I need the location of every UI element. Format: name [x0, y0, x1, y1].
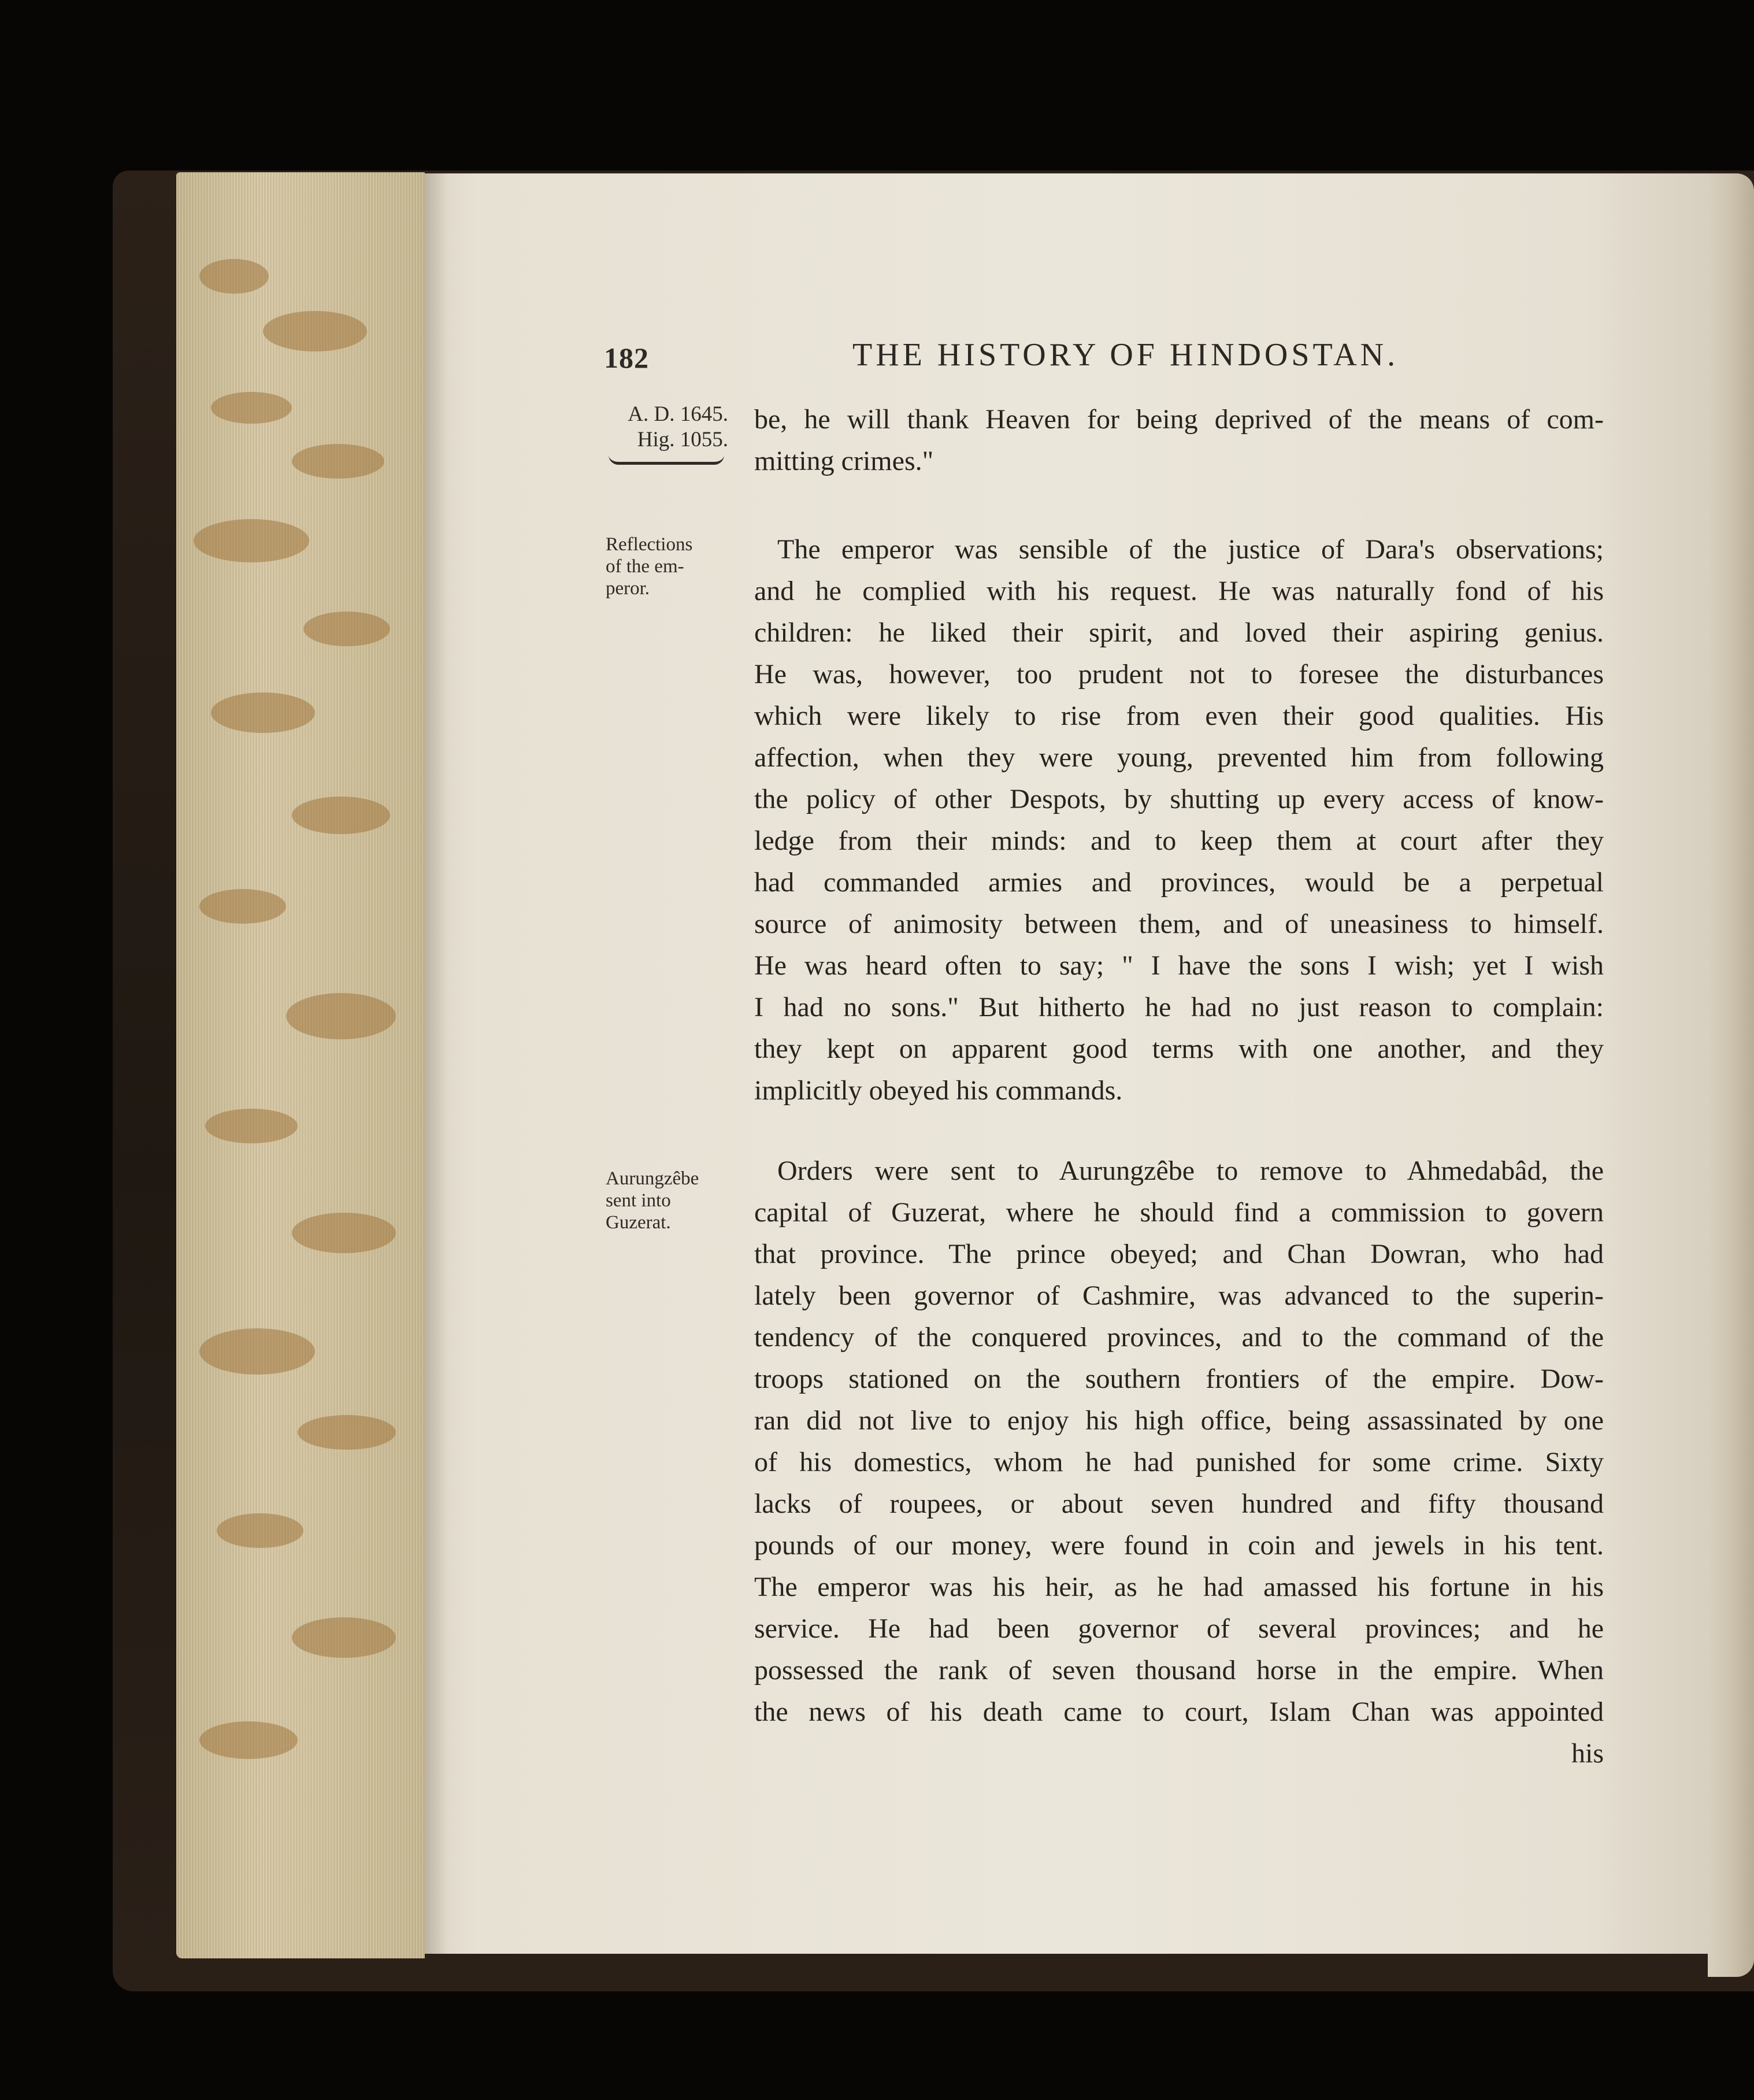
- text-line: affection, when they were young, prevented him from following: [754, 742, 1604, 773]
- margin-note-line: peror.: [606, 578, 650, 599]
- text-line: the news of his death came to court, Islam Chan was appointed: [754, 1697, 1604, 1727]
- text-line: source of animosity between them, and of uneasiness to himself.: [754, 909, 1604, 939]
- fore-edge-stain: [199, 259, 269, 294]
- margin-note-line: Aurungzêbe: [606, 1168, 699, 1189]
- fore-edge-stain: [292, 444, 384, 479]
- text-line: He was heard often to say; " I have the sons I wish; yet I wish: [754, 950, 1604, 981]
- fore-edge-stain: [286, 993, 396, 1039]
- fore-edge-stain: [205, 1109, 298, 1143]
- fore-edge-stain: [292, 1617, 396, 1658]
- text-line: the policy of other Despots, by shutting up every access of know-: [754, 784, 1604, 814]
- margin-note-line: Reflections: [606, 534, 693, 555]
- fore-edge-stain: [199, 1721, 298, 1759]
- text-line: and he complied with his request. He was naturally fond of his: [754, 576, 1604, 606]
- text-line: troops stationed on the southern frontiers of the empire. Dow-: [754, 1364, 1604, 1394]
- page-gutter-shadow: [425, 173, 448, 1954]
- text-line: ledge from their minds: and to keep them at court after they: [754, 825, 1604, 856]
- text-line: mitting crimes.": [754, 446, 934, 476]
- text-line: lately been governor of Cashmire, was advanced to the superin-: [754, 1280, 1604, 1311]
- fore-edge-stain: [303, 612, 390, 646]
- text-line: I had no sons." But hitherto he had no just reason to complain:: [754, 992, 1604, 1023]
- margin-note-line: of the em-: [606, 556, 684, 577]
- text-line: pounds of our money, were found in coin and jewels in his tent.: [754, 1530, 1604, 1561]
- text-line: children: he liked their spirit, and loved their aspiring genius.: [754, 617, 1604, 648]
- text-line: The emperor was sensible of the justice of Dara's observations;: [777, 534, 1604, 565]
- margin-date-hig: Hig. 1055.: [637, 428, 728, 451]
- fore-edge-stain: [217, 1513, 303, 1548]
- catchword: his: [1571, 1738, 1604, 1769]
- text-line: they kept on apparent good terms with one another, and they: [754, 1034, 1604, 1064]
- text-line: service. He had been governor of several provinces; and he: [754, 1613, 1604, 1644]
- fore-edge-stain: [211, 692, 315, 733]
- text-line: He was, however, too prudent not to foresee the disturbances: [754, 659, 1604, 690]
- margin-note-reflections: [606, 534, 733, 599]
- fore-edge-stain: [292, 1213, 396, 1253]
- text-line: Orders were sent to Aurungzêbe to remove to Ahmedabâd, the: [777, 1155, 1604, 1186]
- text-line: possessed the rank of seven thousand horse in the empire. When: [754, 1655, 1604, 1686]
- text-line: implicitly obeyed his commands.: [754, 1075, 1123, 1106]
- page-number: 182: [604, 342, 649, 374]
- text-line: tendency of the conquered provinces, and to the command of the: [754, 1322, 1604, 1353]
- text-line: of his domestics, whom he had punished for some crime. Sixty: [754, 1447, 1604, 1477]
- fore-edge-stain: [292, 797, 390, 834]
- margin-note-aurungzebe: [606, 1168, 733, 1234]
- fore-edge-stain: [298, 1415, 396, 1450]
- book-page: [425, 173, 1711, 1954]
- text-line: lacks of roupees, or about seven hundred and fifty thousand: [754, 1488, 1604, 1519]
- fore-edge-stain: [263, 311, 367, 351]
- text-line: The emperor was his heir, as he had amassed his fortune in his: [754, 1572, 1604, 1602]
- book-fore-edge: [176, 172, 425, 1958]
- text-line: ran did not live to enjoy his high office, being assassinated by one: [754, 1405, 1604, 1436]
- text-line: be, he will thank Heaven for being deprived of the means of com-: [754, 404, 1604, 435]
- text-line: capital of Guzerat, where he should find a commission to govern: [754, 1197, 1604, 1228]
- fore-edge-stain: [199, 1328, 315, 1375]
- margin-note-line: sent into: [606, 1190, 671, 1211]
- text-line: that province. The prince obeyed; and Chan Dowran, who had: [754, 1239, 1604, 1269]
- fore-edge-stain: [211, 392, 292, 424]
- right-page-edge: [1708, 173, 1754, 1977]
- margin-date-ad: A. D. 1645.: [628, 402, 728, 426]
- fore-edge-stain: [199, 889, 286, 924]
- paragraph-2: [754, 529, 1604, 1112]
- margin-date-note: [607, 402, 728, 453]
- running-title: THE HISTORY OF HINDOSTAN.: [852, 337, 1399, 373]
- paragraph-1: [754, 399, 1604, 482]
- margin-note-line: Guzerat.: [606, 1212, 671, 1233]
- text-line: had commanded armies and provinces, would be a perpetual: [754, 867, 1604, 898]
- fore-edge-stain: [194, 519, 309, 562]
- text-line: which were likely to rise from even their good qualities. His: [754, 701, 1604, 731]
- margin-brace: [609, 455, 724, 465]
- paragraph-3: [754, 1150, 1604, 1775]
